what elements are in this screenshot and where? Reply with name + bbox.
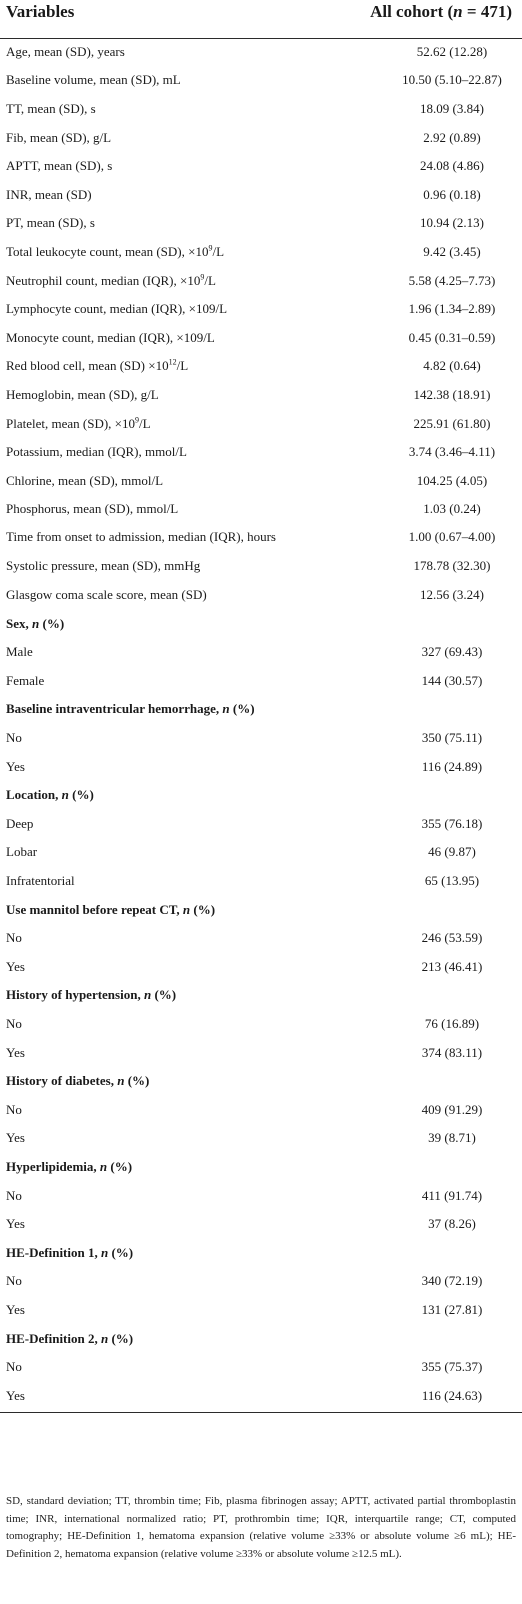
table-row — [0, 725, 522, 754]
row-label-text: HE-Definition 1, — [6, 1244, 101, 1260]
table-row — [0, 1126, 522, 1155]
row-label — [0, 984, 318, 1005]
row-label-text: No — [6, 1101, 22, 1117]
row-value: 10.94 (2.13) — [420, 215, 484, 231]
row-label — [0, 641, 318, 662]
row-label — [0, 384, 318, 405]
row-value: 0.96 (0.18) — [423, 186, 481, 202]
row-label-suffix: (%) — [39, 615, 65, 631]
row-label-text: Phosphorus, mean (SD), mmol/L — [6, 501, 179, 517]
row-label — [0, 584, 318, 605]
table-row — [0, 296, 522, 325]
row-label — [0, 184, 318, 205]
row-label-text: Time from onset to admission, median (IQR), hours — [6, 528, 276, 544]
row-label — [0, 1242, 318, 1263]
row-label-superscript: 12 — [168, 358, 177, 367]
table-row — [0, 1011, 522, 1040]
table-row — [0, 1383, 522, 1412]
row-label — [0, 555, 318, 576]
table-row — [0, 1040, 522, 1069]
row-value: 355 (76.18) — [421, 815, 483, 831]
row-label — [0, 155, 318, 176]
row-label-text: Use mannitol before repeat CT, — [6, 901, 183, 917]
row-label-suffix: (%) — [108, 1330, 134, 1346]
row-label-n: n — [100, 1244, 109, 1260]
row-label-n: n — [143, 987, 152, 1003]
table-section-row — [0, 1068, 522, 1097]
row-label-text: Yes — [6, 1387, 25, 1403]
row-label-n: n — [182, 901, 191, 917]
row-label-text: Platelet, mean (SD), ×10 — [6, 415, 135, 431]
row-value: 131 (27.81) — [421, 1301, 483, 1317]
row-label-text: Yes — [6, 758, 25, 774]
row-label — [0, 69, 318, 90]
row-label — [0, 813, 318, 834]
table-row — [0, 868, 522, 897]
row-label — [0, 1213, 318, 1234]
row-label-suffix: (%) — [229, 701, 255, 717]
table-row — [0, 239, 522, 268]
row-value: 2.92 (0.89) — [423, 129, 481, 145]
row-value: 9.42 (3.45) — [423, 243, 481, 259]
table-row — [0, 554, 522, 583]
table-row — [0, 439, 522, 468]
row-label — [0, 727, 318, 748]
row-label — [0, 298, 318, 319]
row-label-text: Systolic pressure, mean (SD), mmHg — [6, 558, 201, 574]
table-row — [0, 497, 522, 526]
row-label-text: Neutrophil count, median (IQR), ×10 — [6, 272, 201, 288]
table-row — [0, 1269, 522, 1298]
row-value: 178.78 (32.30) — [413, 558, 491, 574]
row-value: 374 (83.11) — [421, 1044, 483, 1060]
table-row — [0, 268, 522, 297]
table-row — [0, 325, 522, 354]
row-label-text: No — [6, 1187, 22, 1203]
row-label-text: Yes — [6, 958, 25, 974]
row-label — [0, 1099, 318, 1120]
row-value: 225.91 (61.80) — [413, 415, 491, 431]
row-label — [0, 927, 318, 948]
row-label-suffix: (%) — [68, 787, 94, 803]
table-body — [0, 39, 522, 1413]
table-row — [0, 382, 522, 411]
table-row — [0, 411, 522, 440]
row-label — [0, 956, 318, 977]
row-value: 116 (24.63) — [421, 1387, 483, 1403]
row-value: 350 (75.11) — [421, 730, 483, 746]
table-row — [0, 125, 522, 154]
row-label-text: TT, mean (SD), s — [6, 100, 96, 116]
table-section-row — [0, 1326, 522, 1355]
row-label — [0, 498, 318, 519]
table-row — [0, 211, 522, 240]
row-label-text: Female — [6, 672, 45, 688]
table-section-row — [0, 782, 522, 811]
row-label-text: Lymphocyte count, median (IQR), ×109/L — [6, 301, 228, 317]
row-label-text: Sex, — [6, 615, 32, 631]
row-label-suffix: (%) — [151, 987, 177, 1003]
row-label-text: History of hypertension, — [6, 987, 144, 1003]
row-value: 411 (91.74) — [421, 1187, 483, 1203]
row-label-suffix: (%) — [124, 1073, 150, 1089]
row-label — [0, 1385, 318, 1406]
header-cohort-prefix: All cohort ( — [370, 2, 454, 21]
row-label-text: History of diabetes, — [6, 1073, 118, 1089]
row-value: 213 (46.41) — [421, 958, 483, 974]
row-label-n: n — [99, 1158, 108, 1174]
row-label — [0, 899, 318, 920]
row-value: 4.82 (0.64) — [423, 358, 481, 374]
row-value: 1.96 (1.34–2.89) — [408, 301, 496, 317]
row-label — [0, 841, 318, 862]
row-label — [0, 527, 318, 547]
table-section-row — [0, 1154, 522, 1183]
table-row — [0, 754, 522, 783]
row-label-text: Yes — [6, 1044, 25, 1060]
row-value: 1.03 (0.24) — [423, 501, 481, 517]
row-label-text: Yes — [6, 1130, 25, 1146]
row-label — [0, 670, 318, 691]
row-label-superscript: 9 — [200, 272, 205, 282]
table-row — [0, 525, 522, 554]
table-row — [0, 1097, 522, 1126]
table-section-row — [0, 983, 522, 1012]
table-row — [0, 1354, 522, 1383]
row-label-text: Fib, mean (SD), g/L — [6, 129, 112, 145]
table-section-row — [0, 611, 522, 640]
row-label — [0, 870, 318, 891]
row-label-suffix: (%) — [107, 1158, 133, 1174]
table-row — [0, 811, 522, 840]
row-label-text: Location, — [6, 787, 62, 803]
row-label — [0, 212, 318, 233]
row-label-text: Total leukocyte count, mean (SD), ×10 — [6, 243, 209, 259]
row-value: 24.08 (4.86) — [420, 158, 484, 174]
row-value: 246 (53.59) — [421, 930, 483, 946]
table-row — [0, 68, 522, 97]
row-label — [0, 756, 318, 777]
row-label — [0, 1156, 318, 1177]
row-label-text: Yes — [6, 1301, 25, 1317]
table-section-row — [0, 897, 522, 926]
row-label — [0, 613, 318, 634]
row-label-suffix: /L — [212, 243, 225, 259]
row-value: 12.56 (3.24) — [420, 587, 484, 603]
row-value: 10.50 (5.10–22.87) — [402, 72, 502, 88]
row-label — [0, 413, 318, 434]
row-label — [0, 241, 318, 262]
row-value: 5.58 (4.25–7.73) — [408, 272, 496, 288]
row-label-text: Chlorine, mean (SD), mmol/L — [6, 472, 164, 488]
row-value: 46 (9.87) — [428, 844, 476, 860]
row-label-superscript: 9 — [135, 415, 139, 425]
row-value: 18.09 (3.84) — [420, 100, 484, 116]
table-row — [0, 468, 522, 497]
row-label — [0, 698, 318, 719]
row-value: 52.62 (12.28) — [416, 43, 488, 59]
row-label — [0, 1185, 318, 1206]
row-label-n: n — [222, 701, 230, 717]
row-label-suffix: /L — [139, 415, 151, 431]
table-footnote: SD, standard deviation; TT, thrombin time; Fib, plasma fibrinogen assay; APTT, activated partial thromboplastin time; INR, international normalized ratio; PT, prothrombin time; IQR, interquartile range; CT, computed tomography; HE-Definition 1, hematoma expansion (relative volume ≥33% or absolute volume ≥6 mL); HE-Definition 2, hematoma expansion (relative volume ≥33% or absolute volume ≥12.5 mL). — [6, 1495, 516, 1560]
table-row — [0, 925, 522, 954]
row-value: 3.74 (3.46–4.11) — [408, 444, 496, 460]
header-cohort-n: n — [453, 2, 463, 21]
row-label-text: Monocyte count, median (IQR), ×109/L — [6, 329, 215, 345]
row-value: 0.45 (0.31–0.59) — [408, 329, 496, 345]
table-row — [0, 1297, 522, 1326]
row-label — [0, 98, 318, 119]
row-label-text: INR, mean (SD) — [6, 186, 92, 202]
row-label-text: Lobar — [6, 844, 38, 860]
row-label — [0, 1013, 318, 1034]
row-label-n: n — [32, 615, 40, 631]
row-label-text: Yes — [6, 1216, 25, 1232]
row-label-n: n — [117, 1073, 125, 1089]
row-label — [0, 1299, 318, 1320]
row-value: 116 (24.89) — [421, 758, 483, 774]
row-label-text: Glasgow coma scale score, mean (SD) — [6, 587, 207, 603]
row-label-text: Male — [6, 644, 33, 660]
row-value: 144 (30.57) — [421, 672, 483, 688]
table-row — [0, 354, 522, 383]
table-row — [0, 96, 522, 125]
row-value: 142.38 (18.91) — [413, 386, 491, 402]
row-label-text: No — [6, 1015, 22, 1031]
table-row — [0, 954, 522, 983]
row-value: 104.25 (4.05) — [416, 472, 488, 488]
row-label — [0, 355, 318, 376]
row-label-suffix: (%) — [190, 901, 216, 917]
row-label-n: n — [100, 1330, 109, 1346]
row-value: 340 (72.19) — [421, 1273, 483, 1289]
row-label-text: HE-Definition 2, — [6, 1330, 101, 1346]
row-value: 39 (8.71) — [428, 1130, 476, 1146]
row-label-text: No — [6, 1273, 22, 1289]
row-label — [0, 1356, 318, 1377]
row-label — [0, 441, 318, 462]
row-label — [0, 1328, 318, 1349]
row-label — [0, 470, 318, 491]
row-label-text: No — [6, 1359, 22, 1375]
row-label — [0, 270, 318, 291]
row-label — [0, 127, 318, 148]
table-row — [0, 840, 522, 869]
row-label-text: Potassium, median (IQR), mmol/L — [6, 444, 187, 460]
row-label-text: Age, mean (SD), years — [6, 43, 125, 59]
row-value: 1.00 (0.67–4.00) — [408, 528, 496, 544]
row-value: 409 (91.29) — [421, 1101, 483, 1117]
table-header — [0, 0, 522, 39]
row-label-text: Baseline volume, mean (SD), mL — [6, 72, 181, 88]
row-label — [0, 1042, 318, 1063]
row-label-suffix: /L — [176, 358, 189, 374]
row-value: 76 (16.89) — [424, 1015, 480, 1031]
row-value: 37 (8.26) — [428, 1216, 476, 1232]
row-label-suffix: (%) — [108, 1244, 134, 1260]
table-row — [0, 182, 522, 211]
row-label — [0, 41, 318, 62]
row-label-n: n — [61, 787, 69, 803]
row-label — [0, 784, 318, 805]
table-row — [0, 582, 522, 611]
row-label-text: Red blood cell, mean (SD) ×10 — [6, 358, 169, 374]
row-value: 327 (69.43) — [421, 644, 483, 660]
row-label-text: APTT, mean (SD), s — [6, 158, 113, 174]
row-label-text: Baseline intraventricular hemorrhage, — [6, 701, 223, 717]
table-row — [0, 153, 522, 182]
row-value: 65 (13.95) — [424, 873, 480, 889]
row-label-superscript: 9 — [208, 243, 213, 253]
header-all-cohort — [370, 2, 512, 22]
table-row — [0, 1183, 522, 1212]
row-label-text: Deep — [6, 815, 34, 831]
row-label-text: No — [6, 930, 22, 946]
table-row — [0, 639, 522, 668]
header-cohort-suffix: = 471) — [462, 2, 512, 21]
row-label-text: Hyperlipidemia, — [6, 1158, 100, 1174]
row-value: 355 (75.37) — [421, 1359, 483, 1375]
table-row — [0, 668, 522, 697]
table-section-row — [0, 697, 522, 726]
row-label-suffix: /L — [204, 272, 216, 288]
row-label — [0, 327, 318, 348]
row-label-text: Hemoglobin, mean (SD), g/L — [6, 386, 159, 402]
row-label-text: Infratentorial — [6, 873, 75, 889]
table-row — [0, 39, 522, 68]
row-label-text: PT, mean (SD), s — [6, 215, 95, 231]
row-label-text: No — [6, 730, 22, 746]
row-label — [0, 1070, 318, 1091]
table-section-row — [0, 1240, 522, 1269]
row-label — [0, 1270, 318, 1291]
table-row — [0, 1211, 522, 1240]
header-variables: Variables — [6, 2, 75, 21]
row-label — [0, 1127, 318, 1148]
